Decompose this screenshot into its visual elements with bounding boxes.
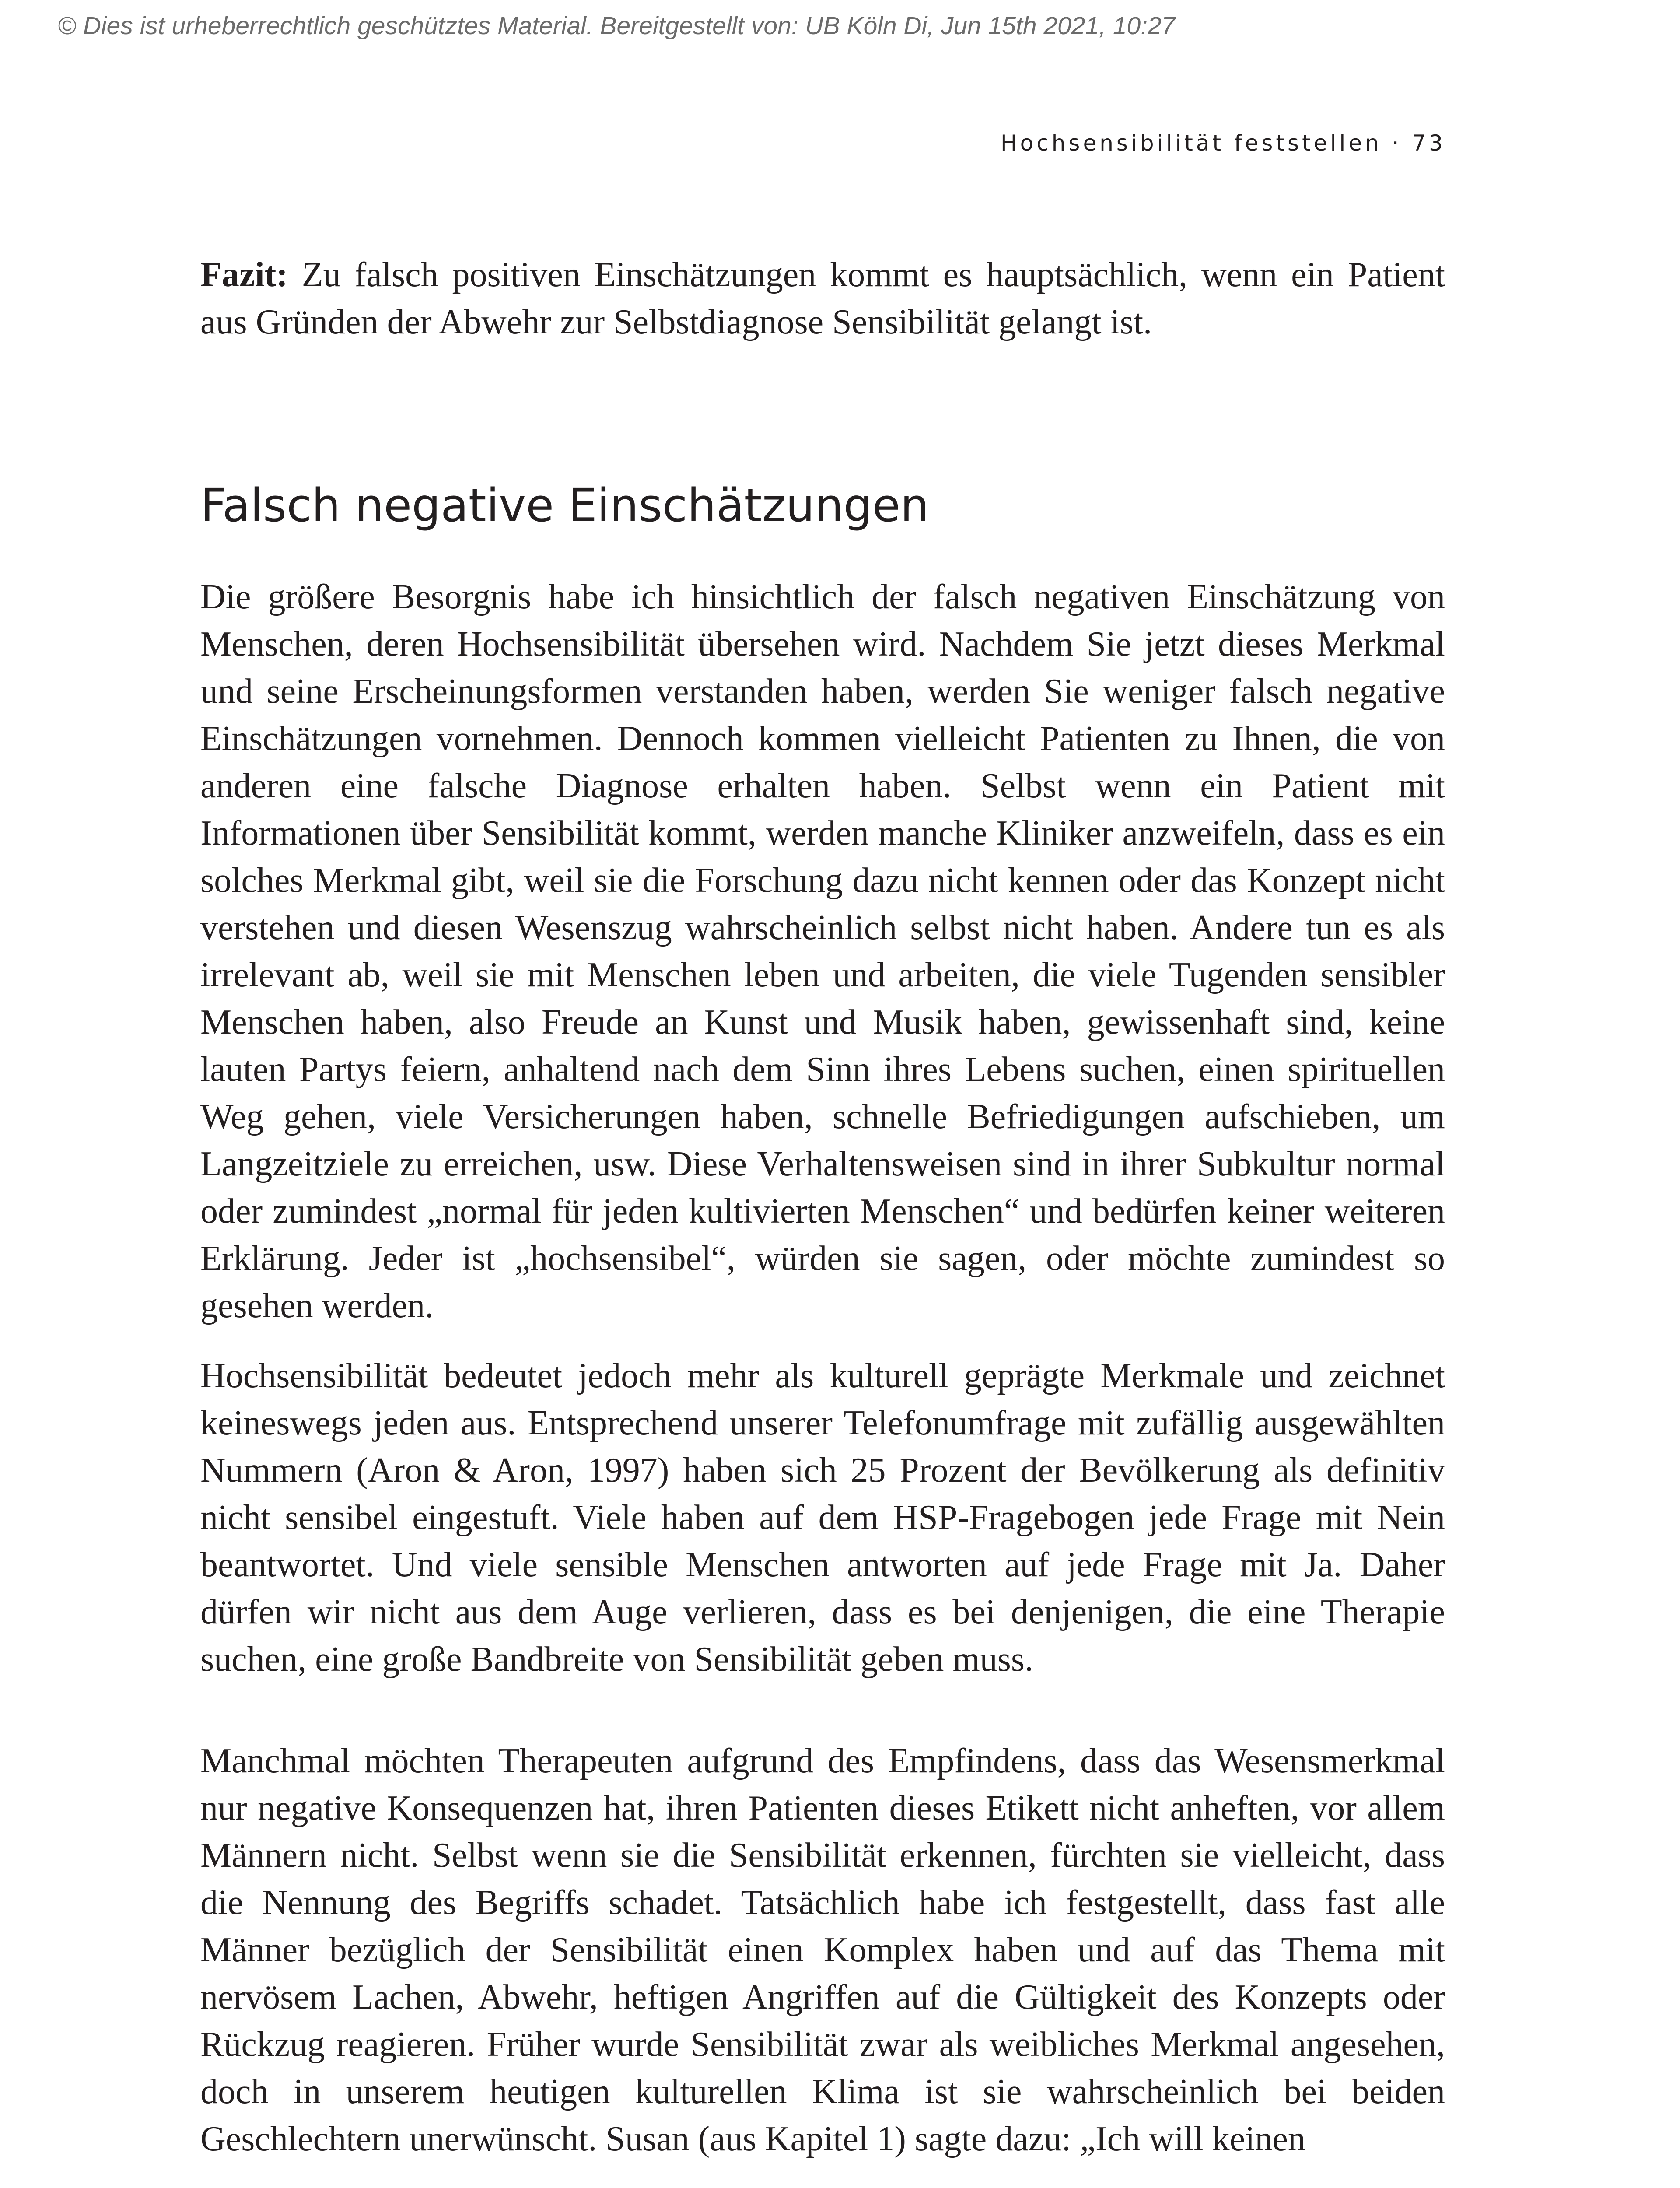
- fazit-text: Zu falsch positiven Einschätzungen kommt es hauptsächlich, wenn ein Patient aus Gründen der Abwehr zur Selbstdiagnose Sensibilität gelangt ist.: [200, 256, 1445, 341]
- section-heading: Falsch negative Einschätzungen: [200, 479, 929, 532]
- body-paragraph-1: Die größere Besorgnis habe ich hinsichtlich der falsch negativen Einschätzung von Menschen, deren Hochsensibilität übersehen wird. Nachdem Sie jetzt dieses Merkmal und seine Erscheinungsformen verstanden haben, werden Sie weniger falsch negative Einschätzungen vornehmen. Dennoch kommen vielleicht Patienten zu Ihnen, die von anderen eine falsche Diagnose erhalten haben. Selbst wenn ein Patient mit Informationen über Sensibilität kommt, werden manche Kliniker anzweifeln, dass es ein solches Merkmal gibt, weil sie die Forschung dazu nicht kennen oder das Konzept nicht verstehen und diesen Wesenszug wahrscheinlich selbst nicht haben. Andere tun es als irrelevant ab, weil sie mit Menschen leben und arbeiten, die viele Tugenden sensibler Menschen haben, also Freude an Kunst und Musik haben, gewissenhaft sind, keine lauten Partys feiern, anhaltend nach dem Sinn ihres Lebens suchen, einen spirituellen Weg gehen, viele Versicherungen haben, schnelle Befriedigungen aufschieben, um Langzeitziele zu erreichen, usw. Diese Verhaltensweisen sind in ihrer Subkultur normal oder zumindest „normal für jeden kultivierten Menschen“ und bedürfen keiner weiteren Erklärung. Jeder ist „hochsensibel“, würden sie sagen, oder möchte zumindest so gesehen werden.: [200, 578, 1445, 1325]
- body-paragraph-3: Manchmal möchten Therapeuten aufgrund des Empfindens, dass das Wesensmerkmal nur negative Konsequenzen hat, ihren Patienten dieses Etikett nicht anheften, vor allem Männern nicht. Selbst wenn sie die Sensibilität erkennen, fürchten sie vielleicht, dass die Nennung des Begriffs schadet. Tatsächlich habe ich festgestellt, dass fast alle Männer bezüglich der Sensibilität einen Komplex haben und auf das Thema mit nervösem Lachen, Abwehr, heftigen Angriffen auf die Gültigkeit des Konzepts oder Rückzug reagieren. Früher wurde Sensibilität zwar als weibliches Merkmal angesehen, doch in unserem heutigen kulturellen Klima ist sie wahrscheinlich bei beiden Geschlechtern unerwünscht. Susan (aus Kapitel 1) sagte dazu: „Ich will keinen: [200, 1742, 1445, 2158]
- fazit-paragraph: [200, 251, 1445, 346]
- running-header: Hochsensibilität feststellen · 73: [1001, 130, 1446, 156]
- body-paragraph-2: Hochsensibilität bedeutet jedoch mehr als kulturell geprägte Merkmale und zeichnet keineswegs jeden aus. Entsprechend unserer Telefonumfrage mit zufällig ausgewählten Nummern (Aron & Aron, 1997) haben sich 25 Prozent der Bevölkerung als definitiv nicht sensibel eingestuft. Viele haben auf dem HSP-Fragebogen jede Frage mit Nein beantwortet. Und viele sensible Menschen antworten auf jede Frage mit Ja. Daher dürfen wir nicht aus dem Auge verlieren, dass es bei denjenigen, die eine Therapie suchen, eine große Bandbreite von Sensibilität geben muss.: [200, 1357, 1445, 1679]
- fazit-label: Fazit:: [200, 256, 288, 294]
- copyright-watermark: © Dies ist urheberrechtlich geschütztes Material. Bereitgestellt von: UB Köln Di, Jun 15th 2021, 10:27: [58, 12, 1176, 40]
